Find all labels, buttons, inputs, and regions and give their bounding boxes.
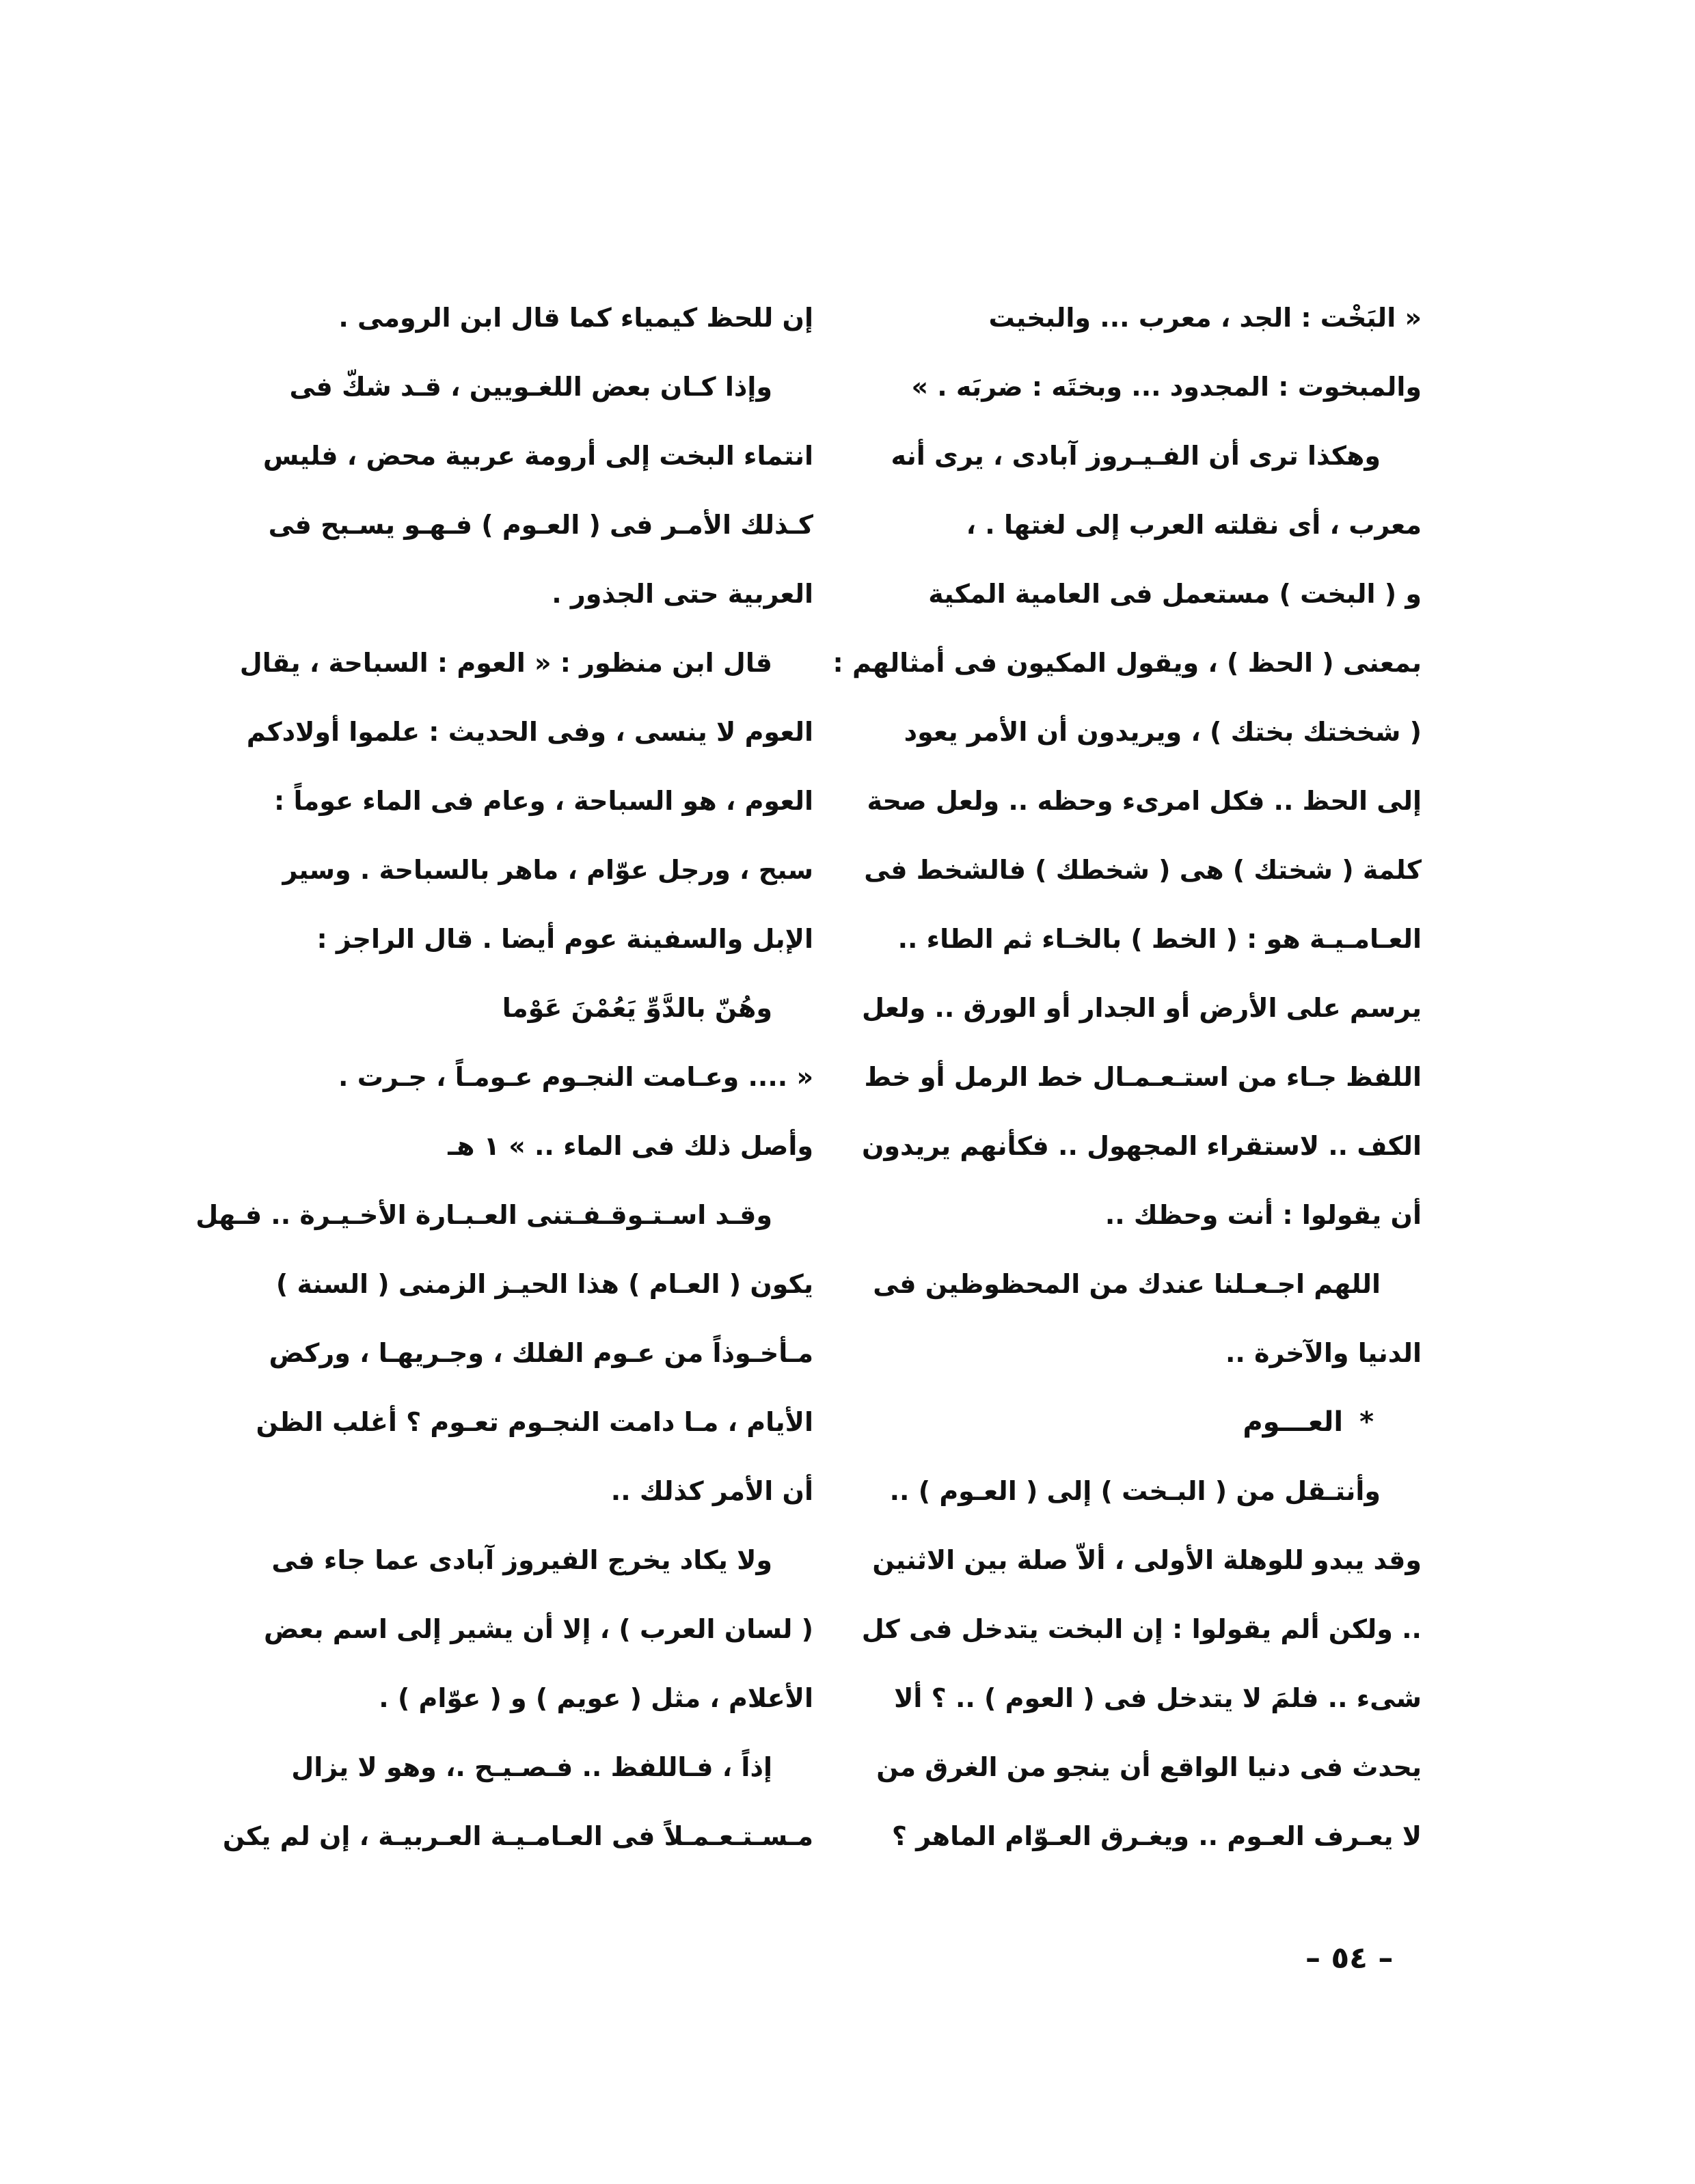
text-line: العوم لا ينسى ، وفى الحديث : علموا أولادكم <box>246 717 813 747</box>
text-line: الدنيا والآخرة .. <box>1225 1338 1422 1368</box>
text-line: « البَخْت : الجد ، معرب ... والبخيت <box>988 303 1422 333</box>
left-column <box>195 284 813 1871</box>
text-line: اللفظ جـاء من استـعـمـال خط الرمل أو خط <box>864 1062 1422 1092</box>
section-heading-text: العـــوم <box>1243 1406 1344 1438</box>
star-icon: * <box>1359 1406 1374 1438</box>
text-line: وأنتـقل من ( البـخت ) إلى ( العـوم ) .. <box>889 1476 1381 1506</box>
text-line: مـأخـوذاً من عـوم الفلك ، وجـريهـا ، وركض <box>269 1338 813 1368</box>
text-line: الأعلام ، مثل ( عويم ) و ( عوّام ) . <box>379 1683 813 1713</box>
text-line: اللهم اجـعـلنا عندك من المحظوظين فى <box>873 1269 1381 1299</box>
text-line: لا يعـرف العـوم .. ويغـرق العـوّام الماهر ؟ <box>891 1821 1422 1851</box>
text-line: الأيام ، مـا دامت النجـوم تعـوم ؟ أغلب الظن <box>256 1407 813 1437</box>
text-line: والمبخوت : المجدود ... وبختَه : ضربَه . » <box>911 372 1422 402</box>
text-line: إلى الحظ .. فكل امرىء وحظه .. ولعل صحة <box>867 786 1422 816</box>
text-line: العـامـيـة هو : ( الخط ) بالخـاء ثم الطاء .. <box>897 924 1422 954</box>
text-line: يرسم على الأرض أو الجدار أو الورق .. ولعل <box>861 993 1422 1023</box>
text-line: كـذلك الأمـر فى ( العـوم ) فـهـو يسـبح فى <box>268 510 813 540</box>
section-heading <box>882 1388 1422 1457</box>
text-line: قال ابن منظور : « العوم : السباحة ، يقال <box>239 648 772 678</box>
text-line: .. ولكن ألم يقولوا : إن البخت يتدخل فى كل <box>861 1614 1422 1644</box>
text-line: إذاً ، فـاللفظ .. فـصـيـح .، وهو لا يزال <box>291 1752 772 1782</box>
verse-line: وهُنّ بالدَّوِّ يَعُمْنَ عَوْما <box>502 993 772 1023</box>
text-line: أن الأمر كذلك .. <box>610 1476 813 1506</box>
text-line: وهكذا ترى أن الفـيـروز آبادى ، يرى أنه <box>891 441 1381 471</box>
page-number: – ٥٤ – <box>1305 1941 1394 1976</box>
text-line: يحدث فى دنيا الواقع أن ينجو من الغرق من <box>876 1752 1422 1782</box>
text-line: بمعنى ( الحظ ) ، ويقول المكيون فى أمثالهم : <box>832 648 1422 678</box>
text-line: إن للحظ كيمياء كما قال ابن الرومى . <box>338 303 813 333</box>
text-line: وأصل ذلك فى الماء .. » ١ هـ <box>448 1131 813 1161</box>
text-line: و ( البخت ) مستعمل فى العامية المكية <box>928 579 1422 609</box>
text-line: كلمة ( شختك ) هى ( شخطك ) فالشخط فى <box>864 855 1422 885</box>
text-line: « .... وعـامت النجـوم عـومـاً ، جـرت . <box>338 1062 813 1092</box>
text-line: وإذا كـان بعض اللغـويين ، قـد شكّ فى <box>289 372 772 402</box>
text-line: وقـد اسـتـوقـفـتنى العـبـارة الأخـيـرة .. فـهل <box>195 1200 772 1230</box>
text-line: العوم ، هو السباحة ، وعام فى الماء عوماً : <box>274 786 813 816</box>
text-line: يكون ( العـام ) هذا الحيـز الزمنى ( السنة ) <box>275 1269 813 1299</box>
text-line: أن يقولوا : أنت وحظك .. <box>1104 1200 1422 1230</box>
text-line: سبح ، ورجل عوّام ، ماهر بالسباحة . وسير <box>282 855 813 885</box>
text-line: ولا يكاد يخرج الفيروز آبادى عما جاء فى <box>271 1545 772 1575</box>
text-line: الكف .. لاستقراء المجهول .. فكأنهم يريدون <box>861 1131 1422 1161</box>
text-line: ( شخختك بختك ) ، ويريدون أن الأمر يعود <box>904 717 1422 747</box>
text-line: وقد يبدو للوهلة الأولى ، ألاّ صلة بين الاثنين <box>872 1545 1422 1575</box>
text-line: انتماء البخت إلى أرومة عربية محض ، فليس <box>262 441 813 471</box>
text-line: الإبل والسفينة عوم أيضا . قال الراجز : <box>316 924 813 954</box>
text-line: مـسـتـعـمـلاً فى العـامـيـة العـربيـة ، إن لم يكن <box>222 1821 813 1851</box>
right-column <box>832 284 1422 1871</box>
text-line: ( لسان العرب ) ، إلا أن يشير إلى اسم بعض <box>263 1614 813 1644</box>
text-line: العربية حتى الجذور . <box>552 579 813 609</box>
text-line: شىء .. فلمَ لا يتدخل فى ( العوم ) .. ؟ ألا <box>894 1683 1422 1713</box>
text-line: معرب ، أى نقلته العرب إلى لغتها . ، <box>966 510 1422 540</box>
